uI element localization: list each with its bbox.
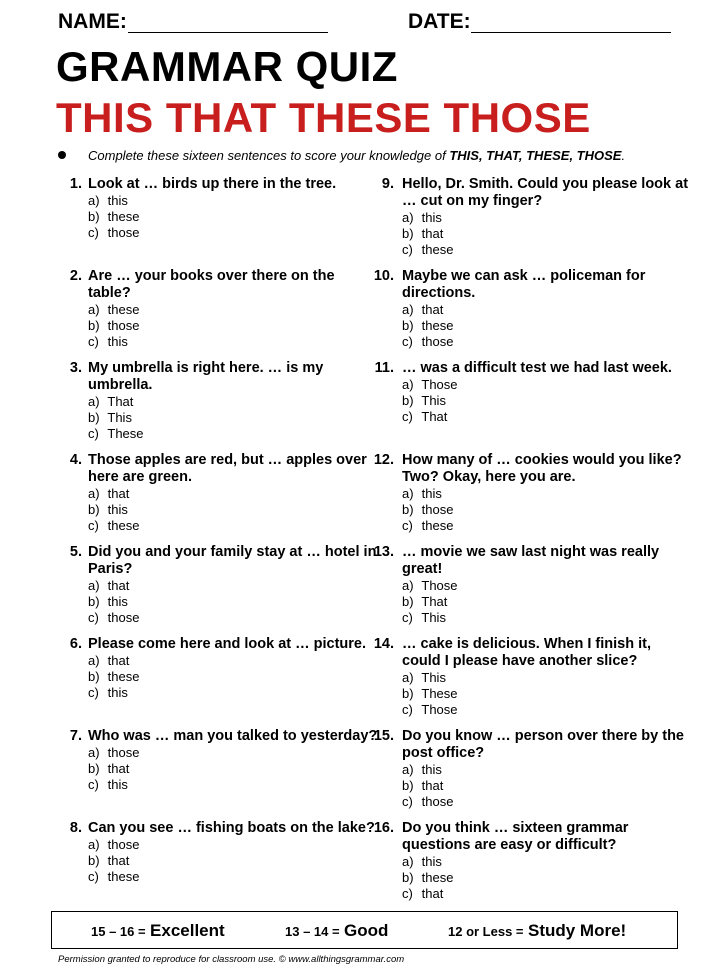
question-text: Can you see … fishing boats on the lake? [88, 820, 375, 836]
question-number: 15. [373, 728, 394, 744]
answer-option[interactable]: a) Those [402, 578, 458, 593]
answer-option[interactable]: b) those [88, 318, 140, 333]
answer-option[interactable]: a) that [402, 302, 444, 317]
name-label: NAME: [58, 10, 127, 33]
answer-option[interactable]: c) Those [402, 702, 458, 717]
question-number: 7. [69, 728, 82, 744]
answer-option[interactable]: b) these [402, 870, 454, 885]
answer-option[interactable]: a) that [88, 653, 130, 668]
answer-option[interactable]: b) that [88, 853, 130, 868]
answer-option[interactable]: c) these [88, 518, 140, 533]
question-text: Do you think … sixteen grammar questions are easy or difficult? [402, 820, 629, 853]
question-text: Who was … man you talked to yesterday? [88, 728, 378, 744]
question-text: Hello, Dr. Smith. Could you please look at … cut on my finger? [402, 176, 689, 209]
question-number: 16. [373, 820, 394, 836]
answer-option[interactable]: b) those [402, 502, 454, 517]
answer-option[interactable]: b) That [402, 594, 448, 609]
page-title: GRAMMAR QUIZ [56, 43, 398, 90]
question-number: 4. [69, 452, 82, 468]
score-study-more: 12 or Less = Study More! [448, 921, 627, 940]
question-text: Do you know … person over there by the post office? [402, 728, 684, 761]
answer-option[interactable]: a) This [402, 670, 446, 685]
question-8 [56, 820, 376, 912]
question-number: 1. [69, 176, 82, 192]
question-15 [370, 728, 690, 820]
question-12 [370, 452, 690, 544]
name-date-header [58, 10, 678, 38]
question-text: … was a difficult test we had last week. [402, 360, 672, 376]
questions-right-column [370, 176, 690, 912]
answer-option[interactable]: a) this [402, 854, 442, 869]
answer-option[interactable]: b) This [402, 393, 446, 408]
question-number: 12. [373, 452, 394, 468]
answer-option[interactable]: a) this [88, 193, 128, 208]
question-number: 11. [374, 360, 394, 376]
answer-option[interactable]: b) that [402, 778, 444, 793]
question-16 [370, 820, 690, 912]
answer-option[interactable]: b) These [402, 686, 458, 701]
answer-option[interactable]: b) this [88, 502, 128, 517]
answer-option[interactable]: a) That [88, 394, 134, 409]
question-number: 10. [373, 268, 394, 284]
question-number: 8. [69, 820, 82, 836]
instructions-keywords: THIS, THAT, THESE, THOSE [449, 148, 622, 163]
question-text: Are … your books over there on the table? [88, 268, 335, 301]
question-text: Did you and your family stay at … hotel in Paris? [88, 544, 377, 577]
instructions-suffix: . [621, 148, 626, 163]
question-9 [370, 176, 690, 268]
instructions-text: Complete these sixteen sentences to score your knowledge of [88, 148, 450, 163]
question-text: … cake is delicious. When I finish it, could I please have another slice? [402, 636, 651, 669]
answer-option[interactable]: c) those [88, 225, 140, 240]
question-11 [370, 360, 690, 452]
answer-option[interactable]: b) these [402, 318, 454, 333]
score-legend [51, 911, 678, 949]
question-number: 13. [373, 544, 394, 560]
question-text: My umbrella is right here. … is my umbrella. [88, 360, 324, 393]
answer-option[interactable]: c) this [88, 777, 128, 792]
question-2 [56, 268, 376, 360]
answer-option[interactable]: a) Those [402, 377, 458, 392]
answer-option[interactable]: b) this [88, 594, 128, 609]
question-3 [56, 360, 376, 452]
question-text: Look at … birds up there in the tree. [88, 176, 337, 192]
answer-option[interactable]: c) These [88, 426, 144, 441]
answer-option[interactable]: a) that [88, 486, 130, 501]
answer-option[interactable]: a) this [402, 486, 442, 501]
name-blank-line[interactable] [128, 32, 328, 33]
answer-option[interactable]: c) those [88, 610, 140, 625]
answer-option[interactable]: c) those [402, 334, 454, 349]
question-text: Maybe we can ask … policeman for directions. [402, 268, 646, 301]
answer-option[interactable]: a) these [88, 302, 140, 317]
copyright-footer: Permission granted to reproduce for classroom use. © www.allthingsgrammar.com [58, 954, 405, 965]
question-7 [56, 728, 376, 820]
question-number: 14. [373, 636, 394, 652]
questions-left-column [56, 176, 376, 912]
question-text: Please come here and look at … picture. [88, 636, 367, 652]
question-13 [370, 544, 690, 636]
answer-option[interactable]: c) these [88, 869, 140, 884]
answer-option[interactable]: a) this [402, 762, 442, 777]
score-excellent: 15 – 16 = Excellent [91, 921, 225, 940]
page-subtitle: THIS THAT THESE THOSE [56, 94, 591, 141]
answer-option[interactable]: a) those [88, 837, 140, 852]
answer-option[interactable]: b) This [88, 410, 132, 425]
question-number: 5. [69, 544, 82, 560]
question-text: Those apples are red, but … apples over here are green. [88, 452, 367, 485]
date-blank-line[interactable] [471, 32, 671, 33]
question-number: 3. [69, 360, 82, 376]
answer-option[interactable]: c) that [402, 886, 444, 901]
question-14 [370, 636, 690, 728]
answer-option[interactable]: c) this [88, 685, 128, 700]
answer-option[interactable]: b) that [88, 761, 130, 776]
question-10 [370, 268, 690, 360]
answer-option[interactable]: c) This [402, 610, 446, 625]
question-number: 9. [381, 176, 394, 192]
question-text: … movie we saw last night was really great! [402, 544, 660, 577]
answer-option[interactable]: a) that [88, 578, 130, 593]
answer-option[interactable]: b) these [88, 209, 140, 224]
answer-option[interactable]: a) those [88, 745, 140, 760]
answer-option[interactable]: c) this [88, 334, 128, 349]
question-5 [56, 544, 376, 636]
question-1 [56, 176, 376, 268]
answer-option[interactable]: c) these [402, 242, 454, 257]
question-6 [56, 636, 376, 728]
date-label: DATE: [408, 10, 471, 33]
answer-option[interactable]: c) That [402, 409, 448, 424]
answer-option[interactable]: b) these [88, 669, 140, 684]
answer-option[interactable]: c) those [402, 794, 454, 809]
instructions [58, 148, 698, 164]
bullet-icon [58, 151, 66, 159]
question-4 [56, 452, 376, 544]
answer-option[interactable]: b) that [402, 226, 444, 241]
question-number: 6. [69, 636, 82, 652]
answer-option[interactable]: c) these [402, 518, 454, 533]
question-number: 2. [69, 268, 82, 284]
score-good: 13 – 14 = Good [285, 921, 389, 940]
answer-option[interactable]: a) this [402, 210, 442, 225]
question-text: How many of … cookies would you like? Two? Okay, here you are. [402, 452, 682, 485]
